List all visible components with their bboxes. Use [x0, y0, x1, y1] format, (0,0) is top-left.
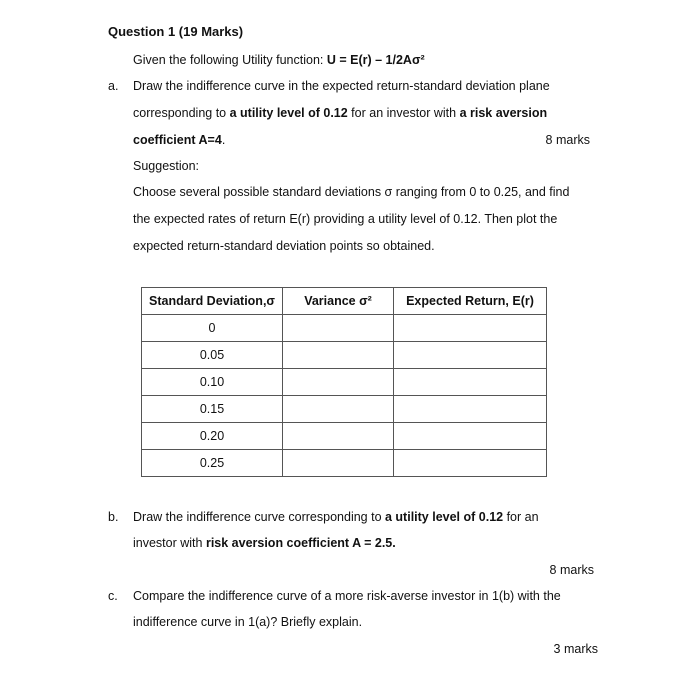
given-prefix: Given the following Utility function: — [133, 53, 327, 67]
cell-std-dev: 0.10 — [142, 369, 283, 396]
table-row — [142, 423, 547, 450]
part-c-line-2: indifference curve in 1(a)? Briefly explain. — [133, 615, 363, 629]
part-a-utility-level: a utility level of 0.12 — [229, 106, 348, 120]
cell-expected-return[interactable] — [394, 369, 547, 396]
part-b-line-1 — [133, 510, 539, 524]
table-header-row — [142, 288, 547, 315]
cell-expected-return[interactable] — [394, 423, 547, 450]
cell-expected-return[interactable] — [394, 315, 547, 342]
part-b-line-2 — [133, 536, 396, 550]
part-a-line-2-prefix: corresponding to — [133, 106, 230, 120]
part-a-marker: a. — [108, 79, 119, 93]
part-b-risk-aversion: risk aversion coefficient A = 2.5. — [205, 536, 396, 550]
suggestion-line-2: the expected rates of return E(r) providing a utility level of 0.12. Then plot the — [133, 212, 558, 226]
cell-std-dev: 0 — [142, 315, 283, 342]
part-b-line-1-suffix: for an — [503, 510, 539, 524]
cell-expected-return[interactable] — [394, 342, 547, 369]
part-a-line-3-suffix: . — [221, 133, 226, 147]
header-std-dev: Standard Deviation,σ — [142, 288, 283, 315]
part-b-marker: b. — [108, 510, 119, 524]
part-a-line-2 — [133, 106, 547, 120]
table-row — [142, 369, 547, 396]
part-b-marks: 8 marks — [549, 563, 594, 577]
part-a-marks: 8 marks — [545, 133, 590, 147]
cell-expected-return[interactable] — [394, 396, 547, 423]
part-c-line-1: Compare the indifference curve of a more risk-averse investor in 1(b) with the — [133, 589, 561, 603]
given-utility-function — [133, 53, 425, 67]
part-b-utility-level: a utility level of 0.12 — [385, 510, 504, 524]
table-row — [142, 315, 547, 342]
table-row — [142, 450, 547, 477]
cell-expected-return[interactable] — [394, 450, 547, 477]
part-c-marker: c. — [108, 589, 118, 603]
header-expected-return: Expected Return, E(r) — [394, 288, 547, 315]
cell-std-dev: 0.15 — [142, 396, 283, 423]
header-variance: Variance σ² — [283, 288, 394, 315]
cell-variance[interactable] — [283, 396, 394, 423]
part-a-risk-aversion: a risk aversion — [459, 106, 548, 120]
suggestion-line-3: expected return-standard deviation points so obtained. — [133, 239, 435, 253]
cell-variance[interactable] — [283, 450, 394, 477]
suggestion-label: Suggestion: — [133, 159, 200, 173]
part-a-line-3 — [133, 133, 225, 147]
part-a-coefficient: coefficient A=4 — [133, 133, 222, 147]
question-title: Question 1 (19 Marks) — [108, 24, 244, 39]
cell-std-dev: 0.25 — [142, 450, 283, 477]
cell-variance[interactable] — [283, 369, 394, 396]
suggestion-line-1: Choose several possible standard deviations σ ranging from 0 to 0.25, and find — [133, 185, 570, 199]
cell-variance[interactable] — [283, 342, 394, 369]
part-b-line-1-prefix: Draw the indifference curve corresponding to — [133, 510, 385, 524]
cell-std-dev: 0.20 — [142, 423, 283, 450]
part-c-marks: 3 marks — [553, 642, 598, 656]
answer-table — [141, 287, 547, 477]
cell-variance[interactable] — [283, 315, 394, 342]
table-row — [142, 342, 547, 369]
part-a-line-2-mid: for an investor with — [347, 106, 460, 120]
utility-formula: U = E(r) – 1/2Aσ² — [326, 53, 425, 67]
part-a-line-1: Draw the indifference curve in the expected return-standard deviation plane — [133, 79, 550, 93]
cell-variance[interactable] — [283, 423, 394, 450]
cell-std-dev: 0.05 — [142, 342, 283, 369]
table-row — [142, 396, 547, 423]
part-b-line-2-prefix: investor with — [133, 536, 206, 550]
